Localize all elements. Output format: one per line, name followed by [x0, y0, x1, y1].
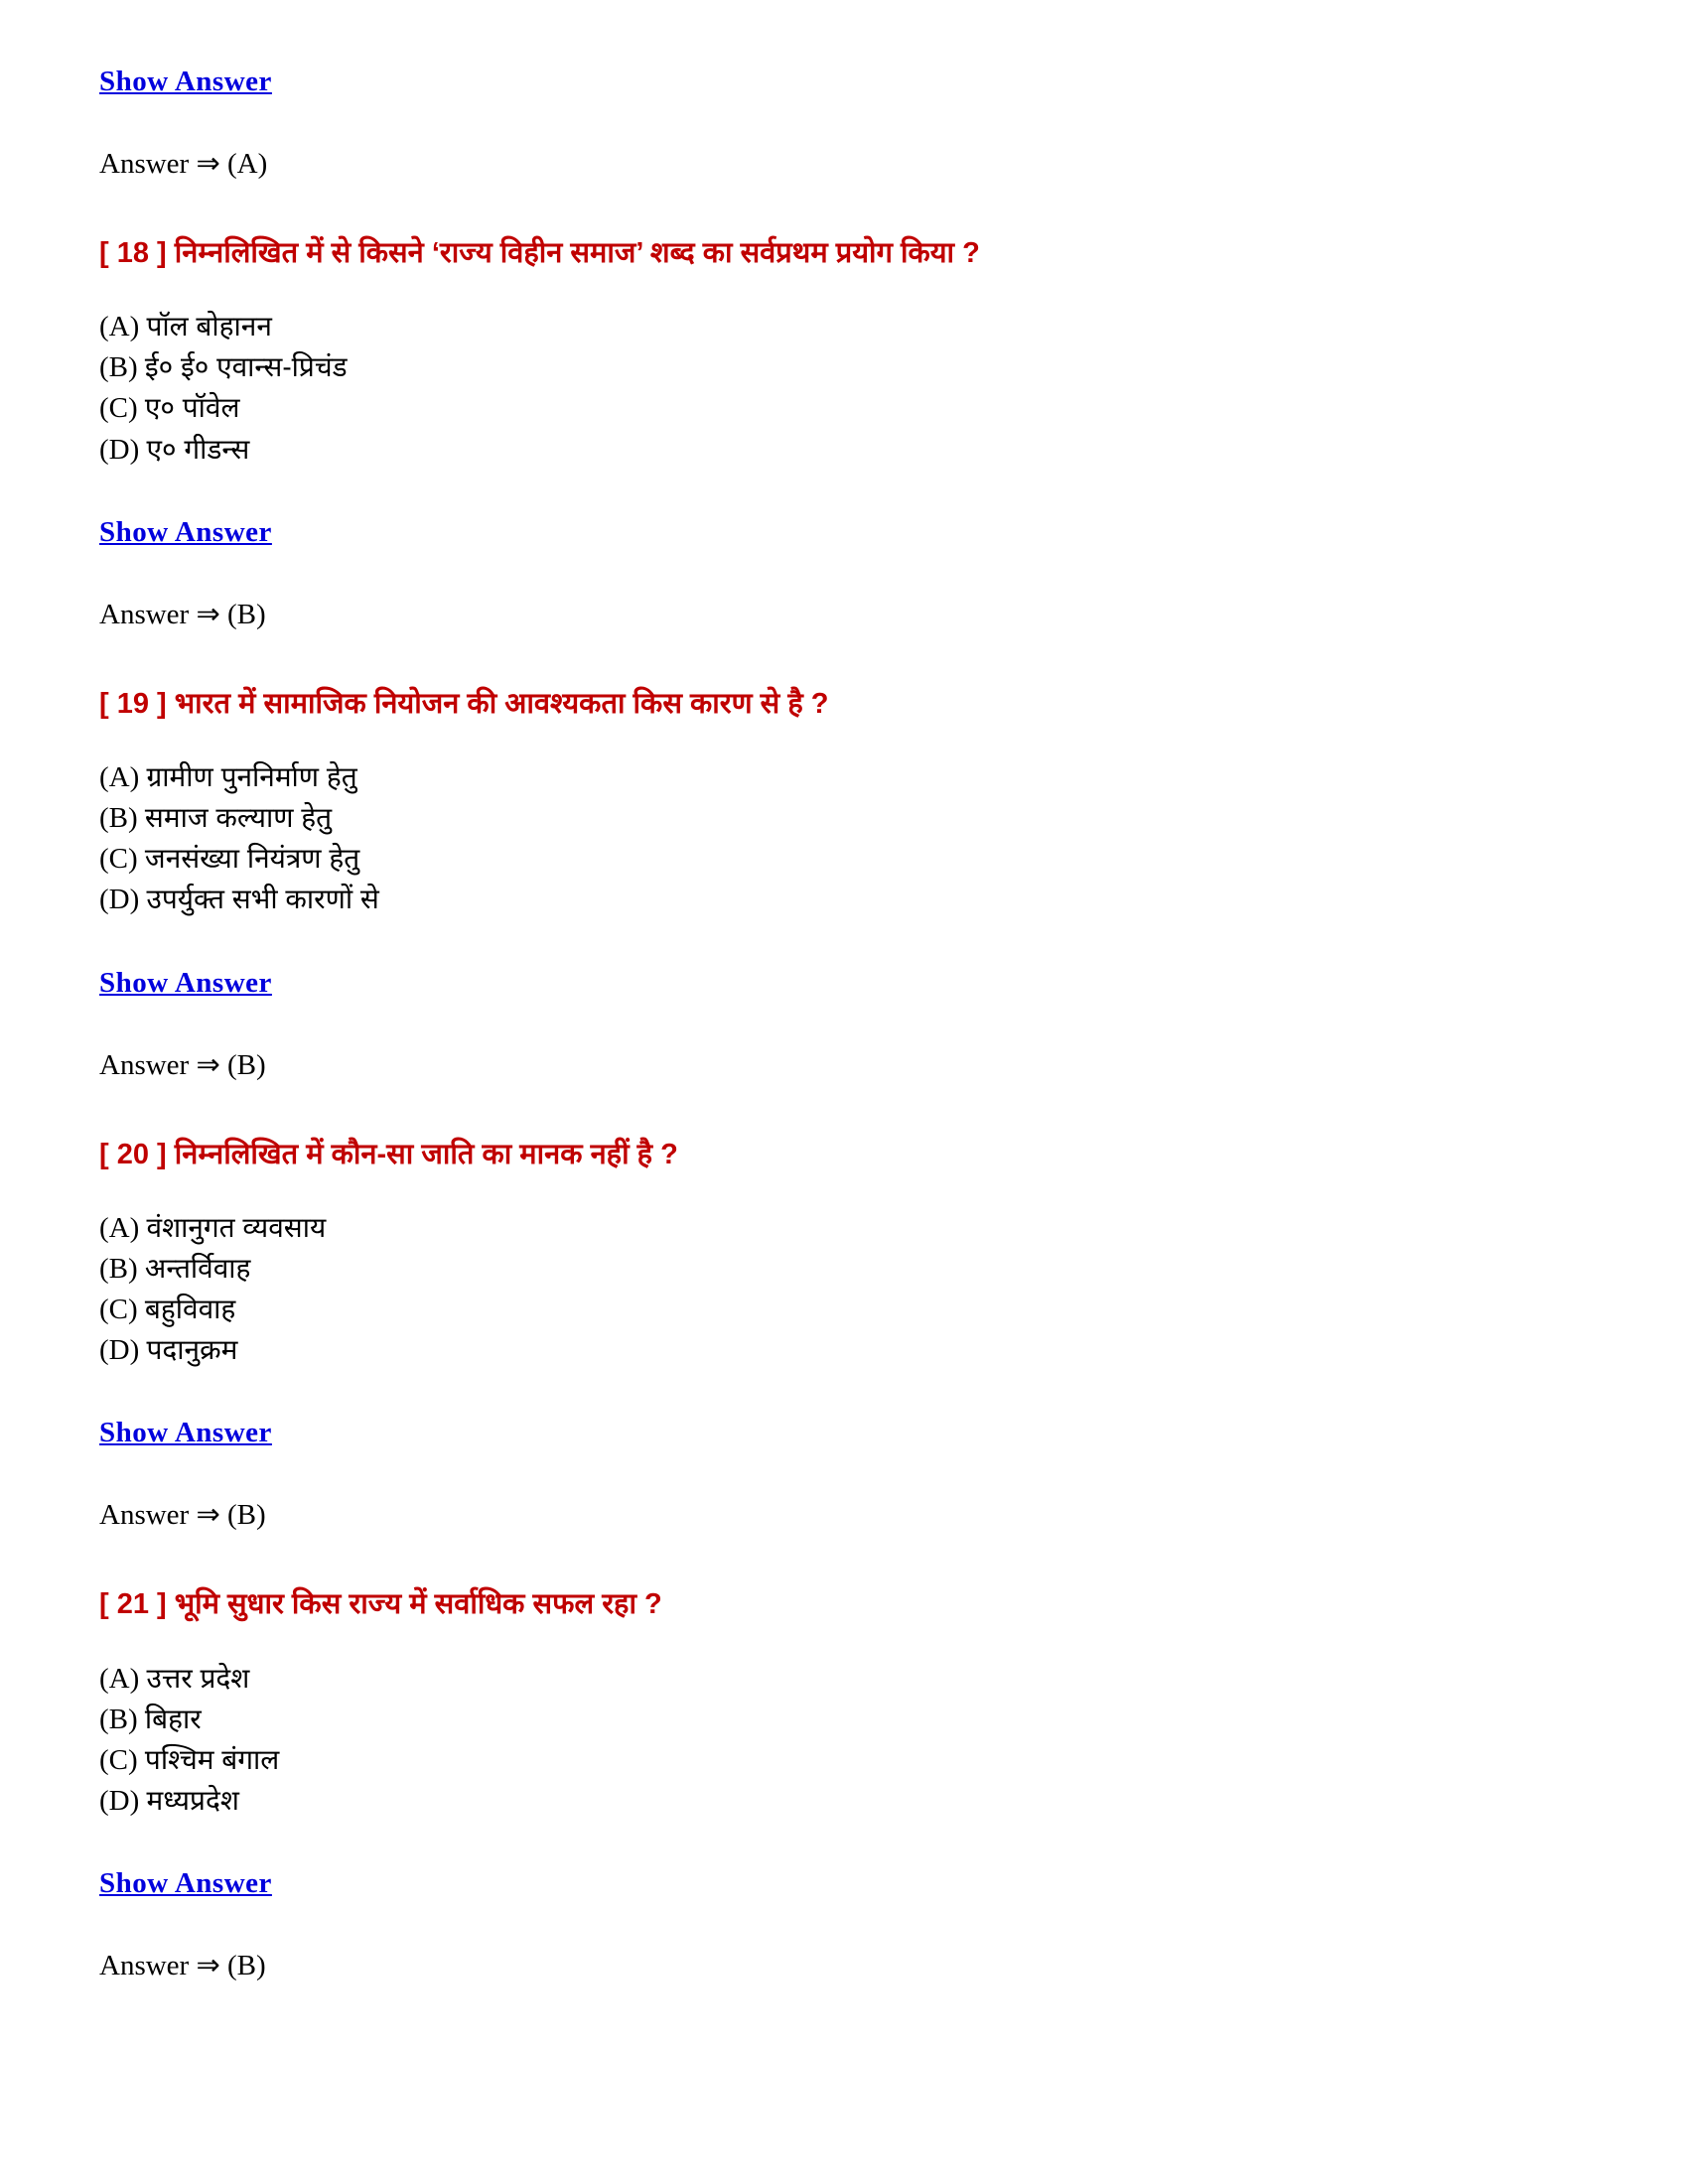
- option-list: [99, 307, 1589, 471]
- option-c[interactable]: [99, 1740, 1589, 1781]
- show-answer-link[interactable]: Show Answer: [99, 1867, 272, 1900]
- show-answer-row: [99, 1867, 1589, 1900]
- show-answer-row: [99, 66, 1589, 98]
- option-a[interactable]: [99, 1208, 1589, 1249]
- option-text: उपर्युक्त सभी कारणों से: [146, 884, 379, 915]
- option-label: (C): [99, 1743, 138, 1776]
- answer-text: Answer ⇒ (B): [99, 1499, 266, 1532]
- question-number: [ 18 ]: [99, 237, 167, 269]
- answer-text: Answer ⇒ (B): [99, 1950, 266, 1982]
- question-text: निम्नलिखित में से किसने ‘राज्य विहीन समाज’ शब्द का सर्वप्रथम प्रयोग किया ?: [174, 237, 980, 269]
- option-a[interactable]: [99, 757, 1589, 798]
- option-label: (C): [99, 392, 138, 425]
- option-label: (B): [99, 1252, 138, 1285]
- option-label: (A): [99, 1662, 140, 1695]
- option-c[interactable]: [99, 388, 1589, 429]
- option-b[interactable]: [99, 798, 1589, 839]
- question-block-21: [99, 1585, 1589, 1982]
- option-text: बहुविवाह: [144, 1294, 236, 1325]
- option-text: समाज कल्याण हेतु: [144, 802, 333, 834]
- option-label: (A): [99, 760, 140, 793]
- question-text: निम्नलिखित में कौन-सा जाति का मानक नहीं है ?: [174, 1138, 678, 1170]
- option-label: (D): [99, 1785, 140, 1818]
- question-number: [ 19 ]: [99, 687, 167, 720]
- show-answer-row: [99, 516, 1589, 549]
- option-b[interactable]: [99, 1249, 1589, 1290]
- show-answer-row: [99, 1417, 1589, 1449]
- option-text: ए० पॉवेल: [144, 392, 240, 424]
- question-number: [ 20 ]: [99, 1138, 167, 1170]
- show-answer-link[interactable]: Show Answer: [99, 515, 272, 548]
- option-label: (C): [99, 1294, 138, 1326]
- answer-text: Answer ⇒ (A): [99, 148, 268, 180]
- option-d[interactable]: [99, 430, 1589, 471]
- option-text: मध्यप्रदेश: [146, 1785, 239, 1817]
- option-c[interactable]: [99, 1290, 1589, 1330]
- option-b[interactable]: [99, 1700, 1589, 1740]
- option-text: जनसंख्या नियंत्रण हेतु: [144, 843, 360, 875]
- option-text: ई० ई० एवान्स-प्रिचंड: [144, 351, 348, 383]
- option-d[interactable]: [99, 880, 1589, 920]
- option-list: [99, 757, 1589, 921]
- answer-text: Answer ⇒ (B): [99, 1048, 266, 1081]
- option-label: (B): [99, 351, 138, 384]
- option-text: उत्तर प्रदेश: [146, 1662, 250, 1694]
- option-label: (D): [99, 433, 140, 466]
- option-label: (D): [99, 1334, 140, 1367]
- option-label: (A): [99, 311, 140, 343]
- option-label: (A): [99, 1211, 140, 1244]
- option-text: पश्चिम बंगाल: [144, 1743, 280, 1775]
- question-heading: [99, 234, 1589, 273]
- question-block-20: [99, 1136, 1589, 1533]
- option-b[interactable]: [99, 347, 1589, 388]
- show-answer-row: [99, 967, 1589, 1000]
- question-heading: [99, 1136, 1589, 1174]
- show-answer-link[interactable]: Show Answer: [99, 966, 272, 999]
- option-d[interactable]: [99, 1330, 1589, 1371]
- option-a[interactable]: [99, 1659, 1589, 1700]
- question-number: [ 21 ]: [99, 1588, 167, 1621]
- option-c[interactable]: [99, 839, 1589, 880]
- option-text: ग्रामीण पुननिर्माण हेतु: [146, 760, 357, 792]
- option-text: बिहार: [144, 1703, 202, 1734]
- option-label: (D): [99, 884, 140, 916]
- question-text: भारत में सामाजिक नियोजन की आवश्यकता किस कारण से है ?: [174, 687, 829, 720]
- answer-text: Answer ⇒ (B): [99, 598, 266, 630]
- question-heading: [99, 1585, 1589, 1624]
- option-text: पदानुक्रम: [146, 1334, 238, 1366]
- option-d[interactable]: [99, 1781, 1589, 1822]
- option-label: (C): [99, 843, 138, 876]
- option-text: वंशानुगत व्यवसाय: [146, 1211, 327, 1243]
- show-answer-link[interactable]: Show Answer: [99, 1417, 272, 1449]
- question-block-19: [99, 685, 1589, 1082]
- answer-block-top: [99, 66, 1589, 181]
- option-list: [99, 1659, 1589, 1823]
- option-label: (B): [99, 802, 138, 835]
- option-a[interactable]: [99, 307, 1589, 347]
- option-text: ए० गीडन्स: [146, 433, 250, 465]
- option-label: (B): [99, 1703, 138, 1735]
- question-heading: [99, 685, 1589, 724]
- option-list: [99, 1208, 1589, 1372]
- show-answer-link[interactable]: Show Answer: [99, 66, 272, 97]
- question-block-18: [99, 234, 1589, 631]
- option-text: पॉल बोहानन: [146, 311, 272, 342]
- option-text: अन्तर्विवाह: [144, 1252, 251, 1284]
- question-text: भूमि सुधार किस राज्य में सर्वाधिक सफल रहा ?: [174, 1588, 662, 1621]
